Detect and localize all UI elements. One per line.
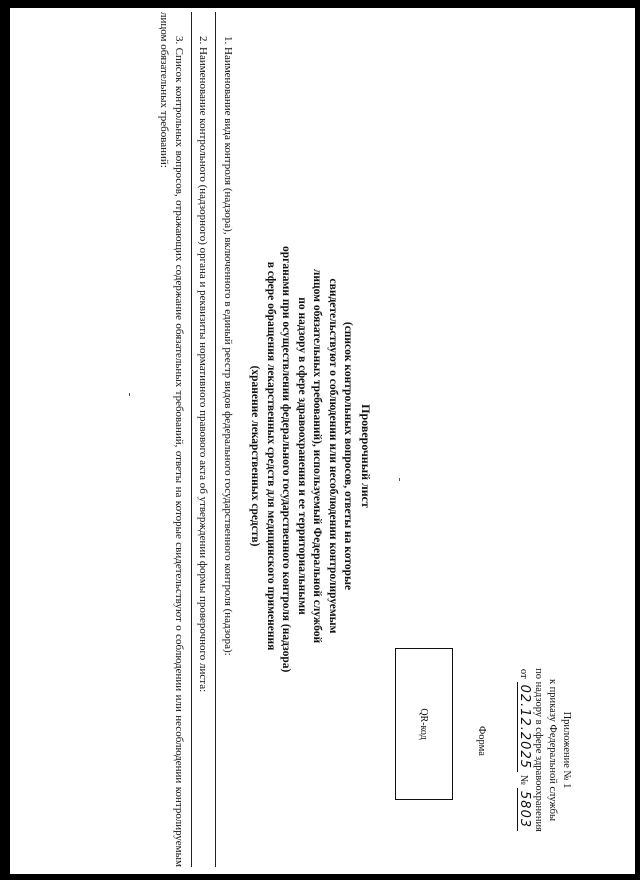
scan-speck xyxy=(129,393,130,396)
title-line: лицом обязательных требований), используемый Федеральной службой xyxy=(311,268,324,644)
title-main: Проверочный лист xyxy=(359,404,373,508)
answer-line xyxy=(191,12,192,867)
title-line: органами при осуществлении федерального государственного контроля (надзора) xyxy=(280,246,293,673)
handwritten-date: 02.12.2025 xyxy=(517,682,531,772)
date-prefix: от xyxy=(518,668,529,679)
title-line: по надзору в сфере здравоохранения и ее территориальными xyxy=(296,297,308,615)
appendix-title: Приложение № 1 xyxy=(561,711,572,789)
qr-code-label: QR-код xyxy=(418,708,430,740)
qr-code-box xyxy=(395,648,453,800)
document-title xyxy=(247,246,373,673)
scan-speck xyxy=(399,478,400,481)
number-prefix: № xyxy=(518,775,529,786)
title-line: (список контрольных вопросов, ответы на которые xyxy=(342,321,355,591)
form-label: Форма xyxy=(476,726,487,756)
section-1 xyxy=(216,12,236,867)
answer-line xyxy=(216,12,217,867)
section-text: 1. Наименование вида контроля (надзора), включенного в единый реестр видов федерального государственного контроля (надзора): xyxy=(222,36,234,656)
appendix-date-line xyxy=(516,666,531,834)
section-text: 3. Список контрольных вопросов, отражающих содержание обязательных требований, ответы на которые свидетельствуют о соблюдении или несоблюдении контролируемым лицом обязательных требований: xyxy=(158,12,185,867)
title-line: (хранение лекарственных средств) xyxy=(249,365,262,547)
appendix-order-line: к приказу Федеральной службы xyxy=(547,678,558,822)
section-2 xyxy=(191,12,211,867)
handwritten-number: 5803 xyxy=(517,788,531,831)
document-page xyxy=(10,8,635,874)
section-text: 2. Наименование контрольного (надзорного) органа и реквизиты нормативного правового акта об утверждении формы проверочного листа: xyxy=(197,36,210,693)
scanned-page xyxy=(10,8,635,874)
appendix-header xyxy=(516,666,573,834)
title-line: в сфере обращения лекарственных средств для медицинского применения xyxy=(265,261,277,651)
checklist-sections xyxy=(152,12,235,867)
title-line: свидетельствуют о соблюдении или несоблюдении контролируемым xyxy=(327,278,339,634)
section-3 xyxy=(157,12,186,867)
appendix-service-line: по надзору в сфере здравоохранения xyxy=(533,668,544,832)
